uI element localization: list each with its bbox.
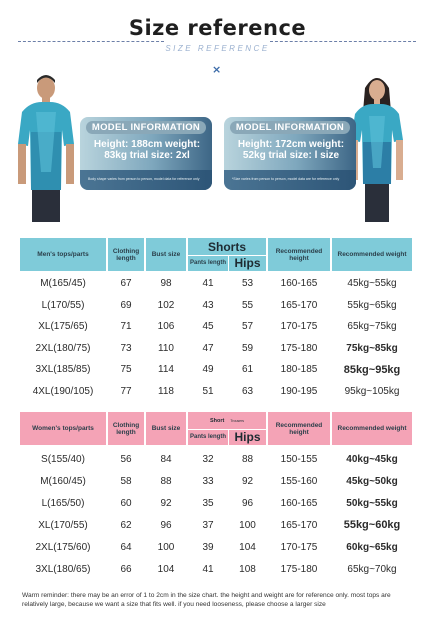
model-info-footnote: *Size varies from person to person, model data are for reference only — [232, 177, 340, 181]
table-header — [20, 412, 412, 445]
header-clothing-length: Clothing length — [108, 238, 144, 271]
header-weight: Recommended weight — [332, 412, 412, 445]
table-row: 4XL(190/105) 77 118 51 63 190-195 95kg~105kg — [32, 385, 400, 397]
table-body — [20, 273, 412, 402]
model-info-card-men — [80, 117, 212, 190]
header-bust: Bust size — [146, 412, 186, 445]
header-bust: Bust size — [146, 238, 186, 271]
header-parts: Women's tops/parts — [20, 412, 106, 445]
model-info-text: Height: 172cm weight: 52kg trial size: l size — [237, 139, 345, 161]
table-row: L(165/50) 60 92 35 96 160-165 50kg~55kg — [41, 497, 398, 509]
female-model-photo — [347, 72, 407, 222]
header-height: Recommended height — [268, 412, 330, 445]
header-shorts: Short Trousers Pants length Hips — [188, 412, 266, 445]
page-subtitle: SIZE REFERENCE — [165, 44, 270, 53]
table-header — [20, 238, 412, 271]
table-row: M(160/45) 58 88 33 92 155-160 45kg~50kg — [40, 475, 398, 487]
table-row: 3XL(180/65) 66 104 41 108 175-180 65kg~70kg — [35, 563, 397, 575]
header-clothing-length: Clothing length — [108, 412, 144, 445]
model-info-footnote: Body shape varies from person to person, model data for reference only — [88, 177, 200, 181]
table-row: XL(175/65) 71 106 45 57 170-175 65kg~75kg — [38, 321, 397, 333]
table-row: M(165/45) 67 98 41 53 160-165 45kg~55kg — [40, 278, 397, 290]
table-row: L(170/55) 69 102 43 55 165-170 55kg~65kg — [41, 299, 397, 311]
table-body — [20, 448, 412, 580]
table-row: XL(170/55) 62 96 37 100 165-170 55kg~60kg — [38, 519, 401, 531]
womens-size-table — [20, 412, 412, 580]
page-title: Size reference — [128, 16, 307, 40]
mens-size-table — [20, 238, 412, 402]
warm-reminder: Warm reminder: there may be an error of 1 to 2cm in the size chart. the height and weight are for reference only. most tops are relatively large, because we want a size that fits well. if you need looseness, please choose a larger size — [22, 592, 391, 608]
model-info-label: MODEL INFORMATION — [86, 121, 206, 134]
header-parts: Men's tops/parts — [20, 238, 106, 271]
table-row: 2XL(175/60) 64 100 39 104 170-175 60kg~65kg — [35, 541, 398, 553]
header-weight: Recommended weight — [332, 238, 412, 271]
model-info-text: Height: 188cm weight: 83kg trial size: 2xl — [93, 139, 201, 161]
divider-left — [18, 41, 164, 42]
close-icon: × — [212, 63, 222, 76]
table-row: S(155/40) 56 84 32 88 150-155 40kg~45kg — [41, 453, 398, 465]
header-shorts: Shorts Pants length Hips — [188, 238, 266, 271]
model-info-label: MODEL INFORMATION — [230, 121, 350, 134]
header-height: Recommended height — [268, 238, 330, 271]
model-info-card-women — [224, 117, 356, 190]
table-row: 3XL(185/85) 75 114 49 61 180-185 85kg~95kg — [35, 363, 401, 376]
divider-right — [270, 41, 416, 42]
male-model-photo — [16, 72, 76, 222]
table-row: 2XL(180/75) 73 110 47 59 175-180 75kg~85kg — [35, 342, 398, 354]
